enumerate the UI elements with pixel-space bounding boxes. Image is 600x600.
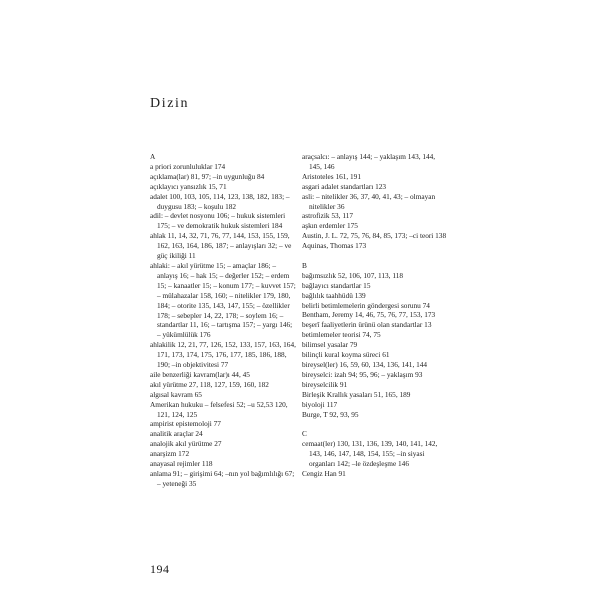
index-entry: aile benzerliği kavram(lar)ı 44, 45: [150, 369, 250, 379]
index-entry: beşerî faaliyetlerin ürünü olan standartlar 13: [302, 320, 432, 330]
index-entry: Burge, T 92, 93, 95: [302, 409, 359, 419]
index-letter-heading: B: [302, 260, 307, 270]
index-entry: ahlak 11, 14, 32, 71, 76, 77, 144, 153, 155, 159, 162, 163, 164, 186, 187; – anlayışları 32; – ve güç ikiliği 11: [150, 231, 292, 261]
index-entry: ampirist epistemoloji 77: [150, 419, 221, 429]
page-number: 194: [150, 562, 170, 576]
index-letter-heading: A: [150, 152, 156, 161]
index-entry: açıklayıcı yansızlık 15, 71: [150, 181, 227, 191]
index-entry: a priori zorunluluklar 174: [150, 161, 226, 171]
index-entry: bireysel(ler) 16, 59, 60, 134, 136, 141, 144: [302, 360, 428, 370]
index-entry: adil: – devlet nosyonu 106; – hukuk sistemleri 175; – ve demokratik hukuk sistemleri 184: [150, 211, 286, 231]
index-entry: adalet 100, 103, 105, 114, 123, 138, 182, 183; – duygusu 183; – koşulu 182: [150, 191, 290, 211]
index-entry: aşkın erdemler 175: [302, 221, 358, 231]
index-entry: araçsalcı: – anlayış 144; – yaklaşım 143, 144, 145, 146: [302, 152, 436, 171]
index-entry: cemaat(ler) 130, 131, 136, 139, 140, 141, 142, 143, 146, 147, 148, 154, 155; –in siyasi organları 142; –le özdeşleşme 146: [302, 439, 438, 469]
index-entry: anarşizm 172: [150, 449, 190, 459]
index-entry: asgari adalet standartları 123: [302, 181, 387, 191]
index-entry: bağlayıcı standartlar 15: [302, 280, 371, 290]
index-entry: bilimsel yasalar 79: [302, 340, 358, 350]
index-entry: biyoloji 117: [302, 399, 338, 409]
index-entry: Birleşik Krallık yasaları 51, 165, 189: [302, 389, 411, 399]
index-entry: Cengiz Han 91: [302, 468, 346, 478]
index-entry: ahlakilik 12, 21, 77, 126, 152, 133, 157, 163, 164, 171, 173, 174, 175, 176, 177, 185, 186, 188, 190; –in objektivitesi 77: [150, 340, 296, 370]
index-entry: bağımsızlık 52, 106, 107, 113, 118: [302, 270, 404, 280]
index-letter-heading: C: [302, 429, 307, 439]
index-entry: analitik araçlar 24: [150, 429, 203, 439]
index-entry: algısal kavram 65: [150, 389, 202, 399]
index-entry: Amerikan hukuku – felsefesi 52; –u 52,53 120, 121, 124, 125: [150, 399, 288, 419]
page-title: Dizin: [150, 96, 190, 111]
index-entry: anayasal rejimler 118: [150, 459, 213, 469]
index-entry: Austin, J. L. 72, 75, 76, 84, 85, 173; –ci teori 138: [302, 231, 447, 241]
index-entry: bireyselcilik 91: [302, 379, 348, 389]
index-entry: anlama 91; – girişimi 64; –nın yol bağımlılığı 67; – yeteneği 35: [150, 469, 295, 488]
index-entry: Aristoteles 161, 191: [302, 171, 361, 181]
index-entry: analojik akıl yürütme 27: [150, 439, 222, 449]
index-column-right: [302, 152, 448, 479]
index-entry: ahlaki: – akıl yürütme 15; – amaçlar 186; – anlayış 16; – hak 15; – değerler 152; – erdem 15; – kanaatler 15; – konum 177; – kuvvet 157; – mülahazalar 158, 160; – nitelikler 179, 180, 184; – otorite 135, 143, 147, 155; – özellikler 178; – sebepler 14, 22, 178; – soylem 16; – standartlar 11, 16; – tartışma 157; – yargı 146; – yükümlülük 176: [150, 260, 296, 340]
index-entry: asli: – nitelikler 36, 37, 40, 41, 43; – olmayan nitelikler 36: [302, 191, 436, 211]
index-entry: astrofizik 53, 117: [302, 211, 353, 221]
index-entry: açıklama(lar) 81, 97; –in uygunluğu 84: [150, 171, 265, 181]
index-entry: Aquinas, Thomas 173: [302, 241, 367, 251]
index-column-left: [150, 152, 296, 489]
index-entry: Bentham, Jeremy 14, 46, 75, 76, 77, 153, 173: [302, 310, 436, 320]
index-entry: betimlemeler teorisi 74, 75: [302, 330, 381, 340]
index-entry: akıl yürütme 27, 118, 127, 159, 160, 182: [150, 379, 269, 389]
index-entry: bilinçli kural koyma süreci 61: [302, 350, 390, 360]
index-entry: belirli betimlemelerin göndergesi sorunu 74: [302, 300, 430, 310]
index-entry: bireyselci: izah 94; 95, 96; – yaklaşım 93: [302, 369, 423, 379]
index-entry: bağlılık taahhüdü 139: [302, 290, 366, 300]
